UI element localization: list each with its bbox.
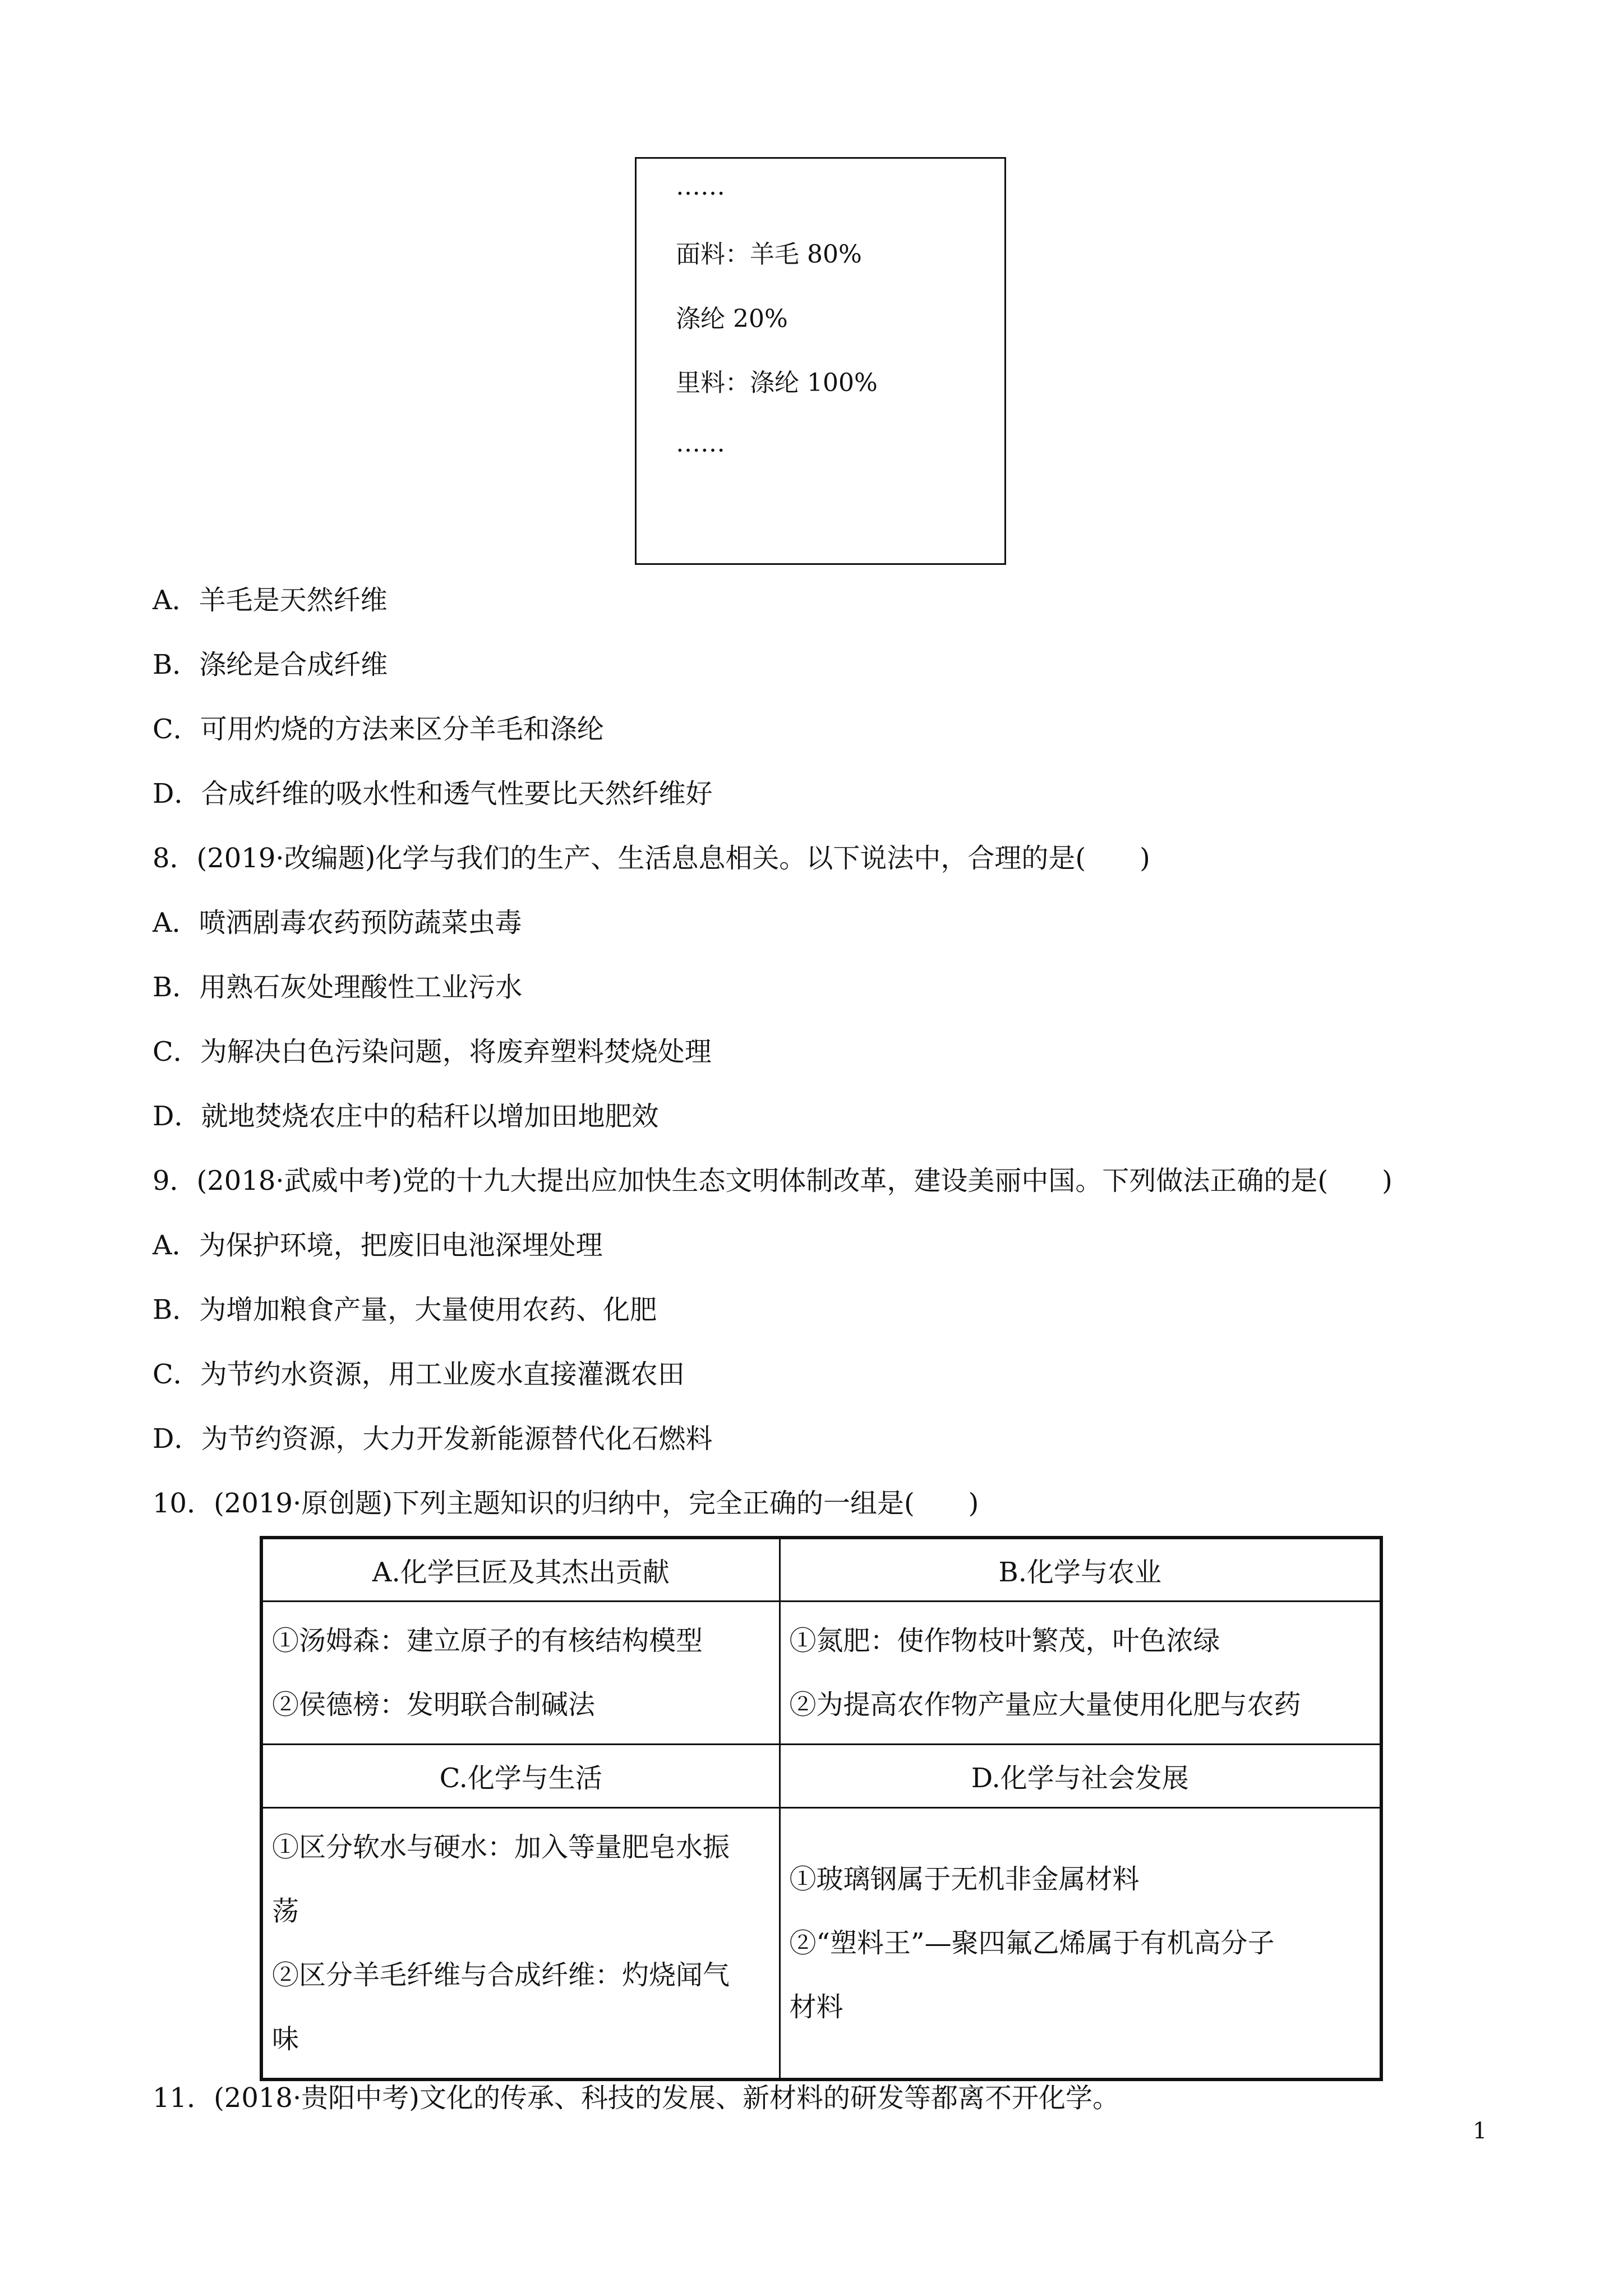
q10-summary-table — [260, 1536, 1383, 2081]
cell-b-line-2: ②为提高农作物产量应大量使用化肥与农药 — [789, 1688, 1301, 1720]
page-number: 1 — [1473, 2118, 1487, 2144]
label-ellipsis-top: …… — [676, 172, 725, 201]
q7-option-d: D．合成纤维的吸水性和透气性要比天然纤维好 — [153, 778, 713, 809]
q8-option-a: A．喷洒剧毒农药预防蔬菜虫毒 — [153, 907, 522, 938]
q8-stem: 8．(2019·改编题)化学与我们的生产、生活息息相关。以下说法中，合理的是( ) — [153, 843, 1150, 874]
cell-d-line-2: ②“塑料王”—聚四氟乙烯属于有机高分子 — [789, 1927, 1275, 1959]
q7-option-c: C．可用灼烧的方法来区分羊毛和涤纶 — [153, 714, 604, 745]
table-header-a: A.化学巨匠及其杰出贡献 — [261, 1538, 780, 1601]
table-cell-a — [261, 1601, 780, 1744]
table-cell-c — [261, 1807, 780, 2079]
q9-option-b: B．为增加粮食产量，大量使用农药、化肥 — [153, 1294, 657, 1326]
cell-a-line-2: ②侯德榜：发明联合制碱法 — [272, 1688, 596, 1720]
cell-d-line-3: 材料 — [789, 1991, 843, 2023]
table-header-b: B.化学与农业 — [780, 1538, 1381, 1601]
q9-option-a: A．为保护环境，把废旧电池深埋处理 — [153, 1230, 603, 1261]
q9-option-d: D．为节约资源，大力开发新能源替代化石燃料 — [153, 1423, 713, 1455]
label-polyester: 涤纶 20% — [676, 305, 788, 333]
cell-c-line-2: 荡 — [272, 1895, 299, 1927]
cell-c-line-1: ①区分软水与硬水：加入等量肥皂水振 — [272, 1831, 730, 1863]
cell-c-line-3: ②区分羊毛纤维与合成纤维：灼烧闻气 — [272, 1959, 730, 1991]
q9-stem: 9．(2018·武威中考)党的十九大提出应加快生态文明体制改革，建设美丽中国。下列做法正确的是( ) — [153, 1165, 1393, 1197]
q8-option-b: B．用熟石灰处理酸性工业污水 — [153, 972, 523, 1003]
cell-d-line-1: ①玻璃钢属于无机非金属材料 — [789, 1863, 1140, 1895]
q7-option-a: A．羊毛是天然纤维 — [153, 585, 388, 616]
cell-a-line-1: ①汤姆森：建立原子的有核结构模型 — [272, 1625, 703, 1657]
label-fabric: 面料：羊毛 80% — [676, 240, 862, 269]
q11-stem: 11．(2018·贵阳中考)文化的传承、科技的发展、新材料的研发等都离不开化学。 — [153, 2082, 1119, 2114]
clothing-label-box — [635, 157, 1006, 565]
cell-c-line-4: 味 — [272, 2023, 299, 2055]
table-header-c: C.化学与生活 — [261, 1744, 780, 1807]
q9-option-c: C．为节约水资源，用工业废水直接灌溉农田 — [153, 1359, 685, 1390]
table-cell-b — [780, 1601, 1381, 1744]
q7-option-b: B．涤纶是合成纤维 — [153, 649, 388, 680]
label-lining: 里料：涤纶 100% — [676, 369, 878, 397]
cell-b-line-1: ①氮肥：使作物枝叶繁茂，叶色浓绿 — [789, 1625, 1220, 1657]
q8-option-d: D．就地焚烧农庄中的秸秆以增加田地肥效 — [153, 1101, 659, 1132]
q10-stem: 10．(2019·原创题)下列主题知识的归纳中，完全正确的一组是( ) — [153, 1488, 979, 1519]
q8-option-c: C．为解决白色污染问题，将废弃塑料焚烧处理 — [153, 1036, 712, 1068]
table-header-d: D.化学与社会发展 — [780, 1744, 1381, 1807]
table-cell-d — [780, 1807, 1381, 2079]
label-ellipsis-bottom: …… — [676, 429, 725, 458]
